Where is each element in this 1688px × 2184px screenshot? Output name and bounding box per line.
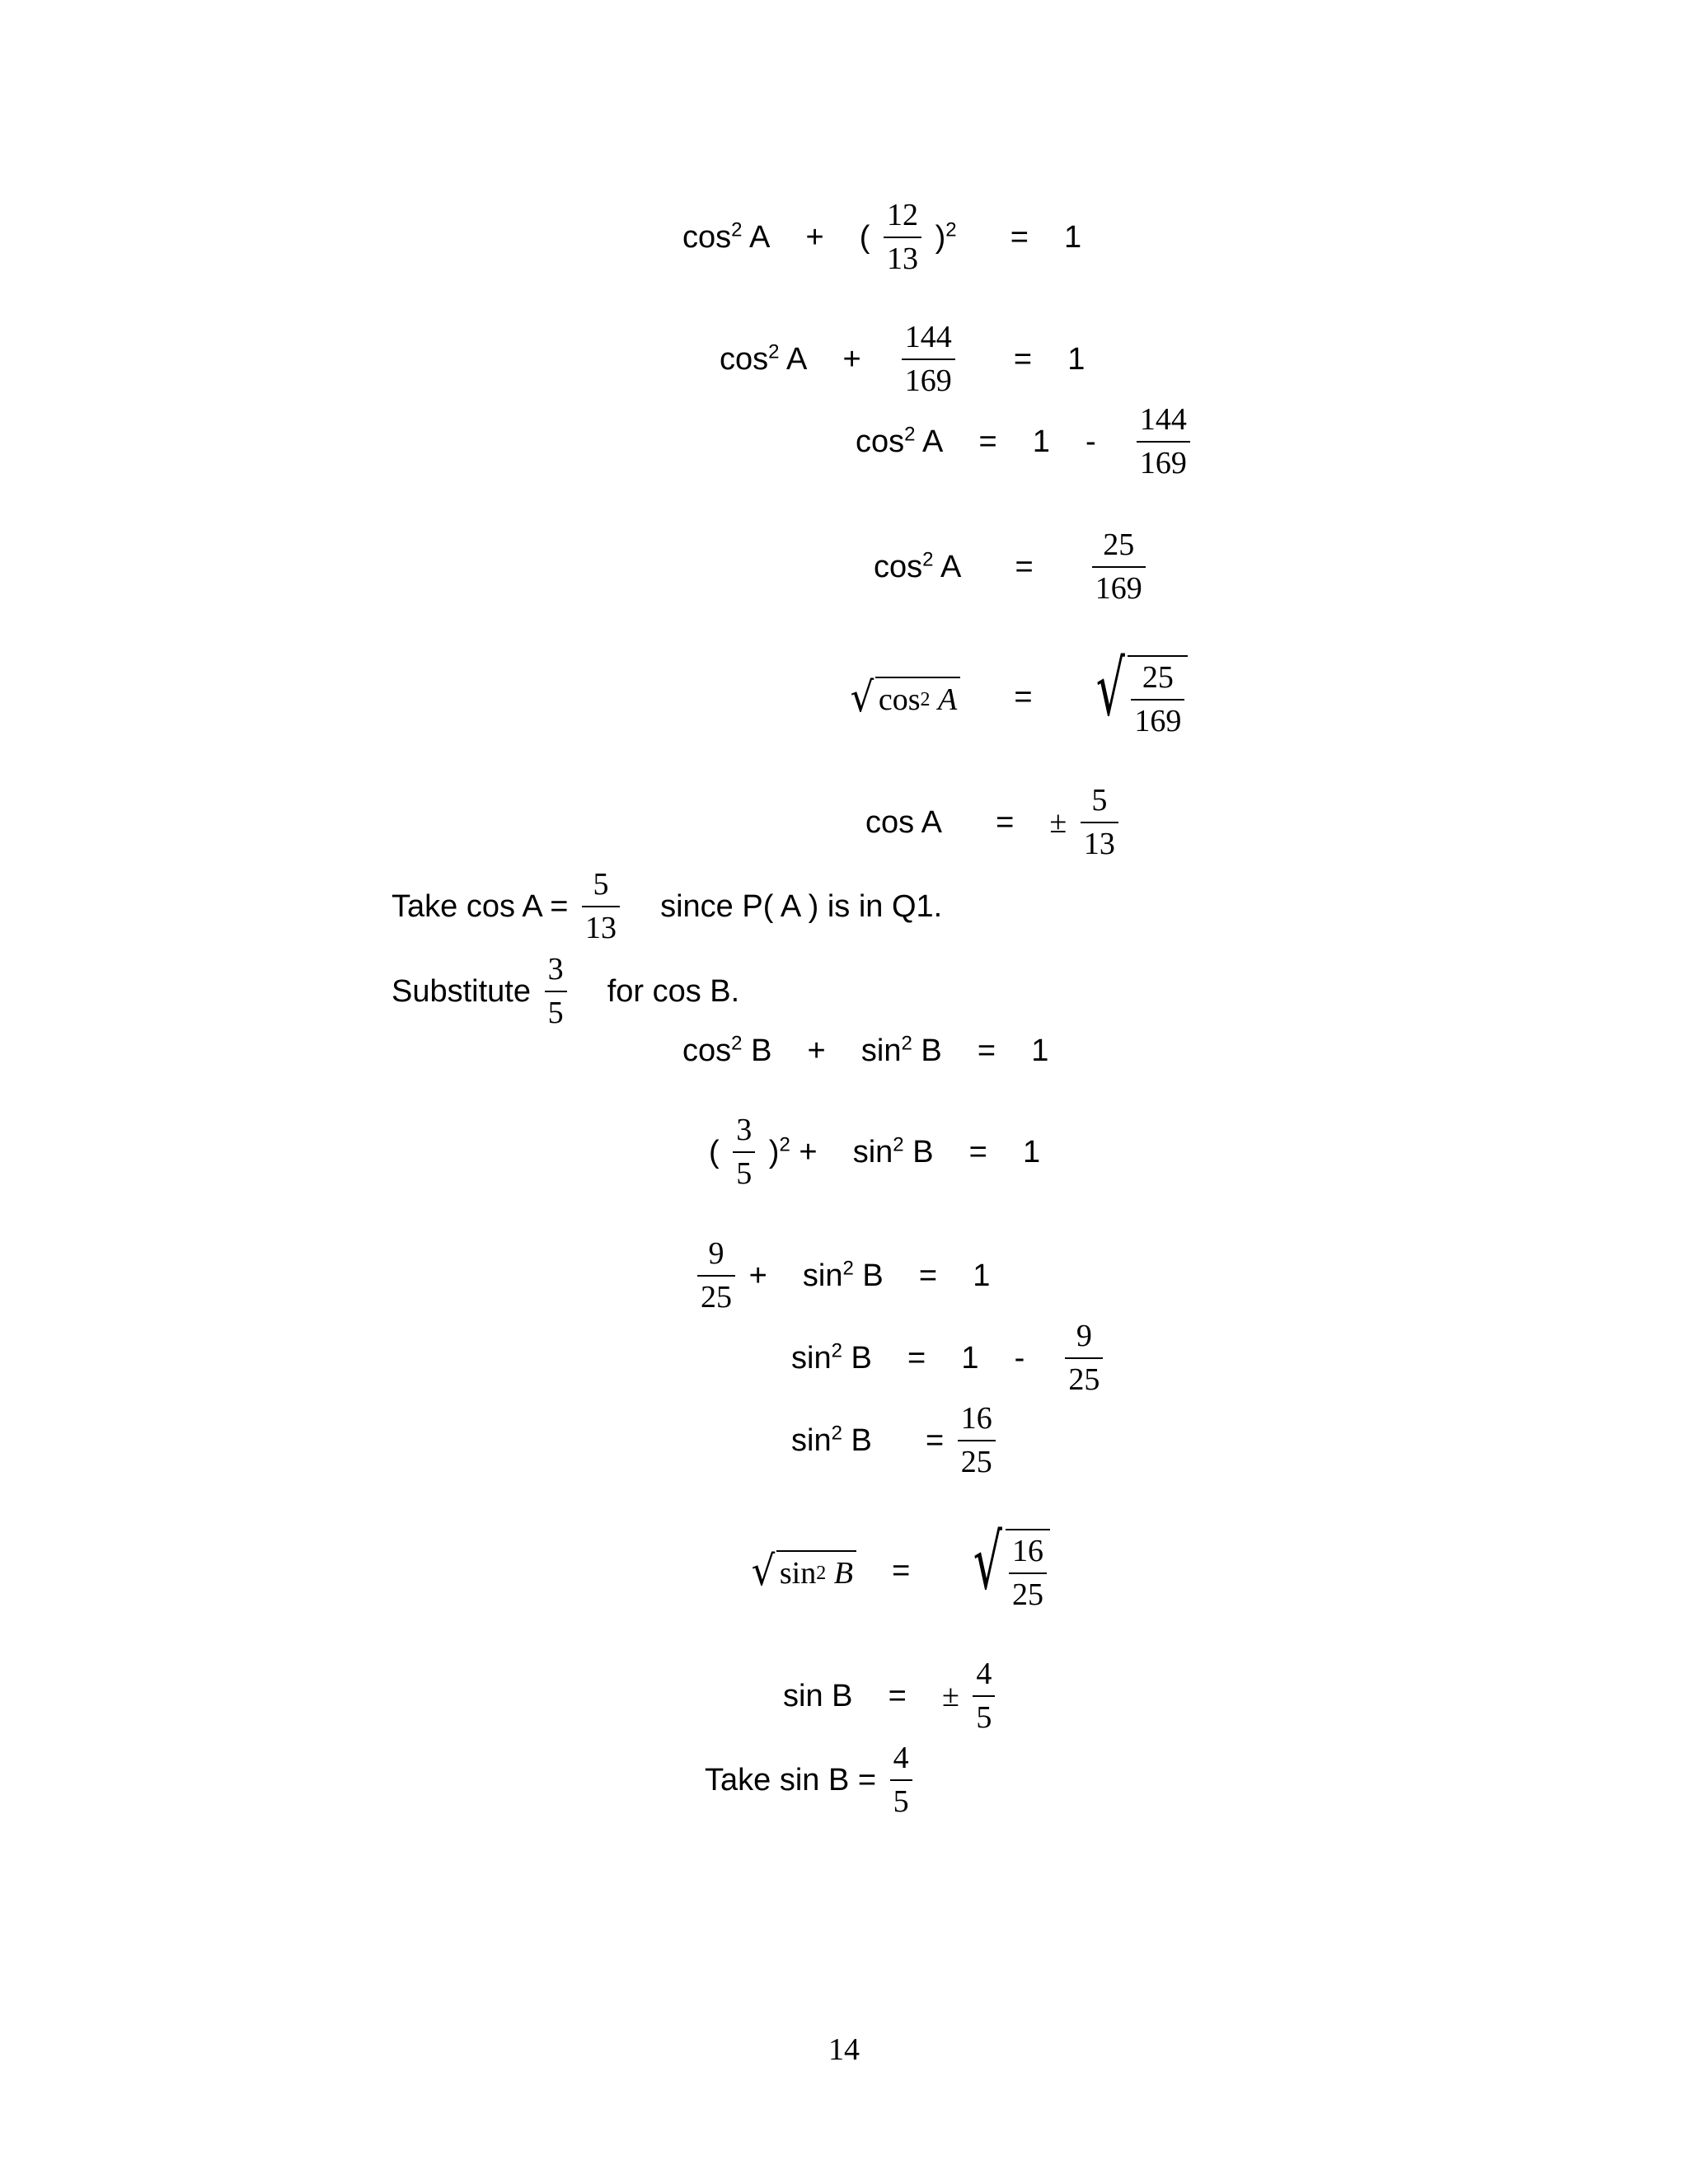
variable: B: [851, 1340, 872, 1376]
lhs: sin B: [783, 1678, 853, 1713]
numerator: 9: [1076, 1319, 1092, 1353]
numerator: 16: [960, 1401, 992, 1436]
equation-13: [783, 1657, 1000, 1735]
exponent: 2: [922, 547, 934, 570]
plus-sign: +: [805, 219, 824, 255]
numerator: 12: [887, 198, 918, 232]
function-name: sin: [791, 1340, 832, 1376]
statement-suffix: for cos B.: [607, 973, 740, 1009]
variable: B: [751, 1033, 772, 1068]
numerator: 16: [1012, 1534, 1044, 1568]
fraction: [884, 198, 921, 276]
function-name: sin: [791, 1422, 832, 1458]
substitute-statement: [392, 952, 739, 1030]
equals-sign: =: [977, 1033, 996, 1068]
statement-prefix: Take cos A =: [392, 888, 569, 924]
denominator: 5: [733, 1151, 755, 1192]
plus-minus-sign: ±: [1049, 804, 1067, 840]
equals-sign: =: [996, 804, 1015, 840]
variable: B: [921, 1033, 942, 1068]
function-name: cos: [874, 549, 923, 584]
right-paren: ): [768, 1134, 780, 1169]
variable: A: [938, 682, 958, 717]
variable: A: [748, 219, 771, 255]
rhs-value: 1: [1023, 1134, 1041, 1169]
numerator: 25: [1142, 660, 1174, 695]
equation-6: [865, 783, 1123, 861]
rhs-value: 1: [1031, 1033, 1049, 1068]
minus-sign: -: [1014, 1340, 1025, 1376]
square-root: √ sin 2 B: [750, 1550, 856, 1591]
numerator: 3: [547, 952, 564, 987]
exponent: 2: [731, 1032, 743, 1055]
denominator: 25: [1009, 1572, 1047, 1613]
equation-8: [709, 1113, 1040, 1191]
minus-sign: -: [1085, 424, 1096, 459]
fraction: [697, 1236, 735, 1315]
equals-sign: =: [1010, 219, 1029, 255]
denominator: 5: [545, 991, 567, 1031]
plus-minus-sign: ±: [941, 1678, 959, 1713]
equation-5: [849, 644, 1188, 738]
numerator: 9: [708, 1236, 724, 1271]
denominator: 5: [973, 1695, 995, 1736]
equals-sign: =: [1013, 341, 1033, 377]
fraction: [973, 1657, 995, 1735]
equals-sign: =: [978, 424, 997, 459]
equals-sign: =: [918, 1258, 938, 1293]
denominator: 13: [582, 906, 620, 946]
function-name: cos: [682, 219, 732, 255]
denominator: 25: [1065, 1357, 1103, 1398]
fraction: [958, 1401, 996, 1479]
equation-2: [720, 320, 1085, 398]
exponent: 2: [904, 422, 916, 445]
function-name: sin: [852, 1134, 893, 1169]
plus-sign: +: [748, 1258, 767, 1293]
statement-suffix: since P( A ) is in Q1.: [660, 888, 943, 924]
exponent: 2: [831, 1338, 842, 1361]
take-sin-statement: [705, 1741, 917, 1819]
equation-10: [791, 1319, 1108, 1397]
variable: A: [785, 341, 808, 377]
denominator: 5: [890, 1779, 912, 1820]
denominator: 169: [902, 359, 955, 399]
fraction: [545, 952, 567, 1030]
function-name: cos: [720, 341, 769, 377]
equals-sign: =: [1014, 679, 1033, 715]
fraction: [902, 320, 955, 398]
rhs-value: 1: [1064, 219, 1082, 255]
right-paren: ): [935, 219, 946, 255]
fraction: [1092, 527, 1146, 606]
function-name: sin: [779, 1555, 817, 1591]
square-root: [964, 1518, 1050, 1612]
take-cos-statement: [392, 867, 942, 945]
numerator: 144: [1139, 402, 1187, 437]
exponent: 2: [731, 218, 743, 241]
statement-prefix: Substitute: [392, 973, 531, 1009]
denominator: 25: [958, 1440, 996, 1480]
square-root: √ cos 2 A: [849, 677, 960, 718]
equals-sign: =: [907, 1340, 926, 1376]
radical-sign: √: [973, 1518, 1003, 1606]
denominator: 25: [697, 1275, 735, 1315]
radical-sign: √: [1095, 644, 1125, 733]
equation-7: [682, 1033, 1048, 1066]
function-name: cos: [856, 424, 905, 459]
lhs: cos A: [865, 804, 942, 840]
exponent: 2: [842, 1256, 854, 1279]
denominator: 169: [1092, 566, 1146, 607]
numerator: 3: [736, 1113, 753, 1147]
equals-sign: =: [1015, 549, 1034, 584]
equals-sign: =: [888, 1678, 907, 1713]
variable: B: [833, 1555, 853, 1591]
rhs-value: 1: [1067, 341, 1085, 377]
rhs-value: 1: [973, 1258, 991, 1293]
left-paren: (: [859, 219, 870, 255]
variable: B: [912, 1134, 934, 1169]
equation-9: [692, 1236, 990, 1315]
fraction: [1009, 1534, 1047, 1612]
equals-sign: =: [968, 1134, 987, 1169]
one-value: 1: [1032, 424, 1050, 459]
equals-sign: =: [892, 1553, 911, 1588]
equals-sign: =: [925, 1422, 945, 1458]
plus-sign: +: [807, 1033, 826, 1068]
variable: B: [851, 1422, 872, 1458]
function-name: sin: [860, 1033, 902, 1068]
equation-12: [750, 1518, 1050, 1612]
numerator: 4: [893, 1741, 909, 1775]
function-name: cos: [878, 682, 921, 717]
denominator: 13: [884, 237, 921, 277]
fraction: [1065, 1319, 1103, 1397]
denominator: 169: [1137, 441, 1190, 481]
fraction: [582, 867, 620, 945]
exponent: 2: [768, 340, 780, 363]
equation-1: [682, 198, 1081, 276]
radical-sign: √: [850, 673, 874, 721]
square-root: [1086, 644, 1189, 738]
variable: B: [862, 1258, 884, 1293]
numerator: 25: [1103, 527, 1135, 562]
numerator: 4: [976, 1657, 992, 1691]
fraction: [890, 1741, 912, 1819]
exponent: 2: [945, 218, 957, 241]
statement-prefix: Take sin B =: [705, 1762, 877, 1797]
variable: A: [921, 424, 944, 459]
denominator: 13: [1081, 822, 1118, 862]
numerator: 5: [593, 867, 609, 902]
equation-3: [856, 402, 1195, 480]
fraction: [1137, 402, 1190, 480]
equation-4: [874, 527, 1151, 606]
numerator: 5: [1091, 783, 1108, 818]
variable: A: [940, 549, 962, 584]
exponent: 2: [901, 1032, 912, 1055]
function-name: sin: [802, 1258, 843, 1293]
one-value: 1: [961, 1340, 979, 1376]
exponent: 2: [893, 1132, 904, 1155]
plus-sign: +: [799, 1134, 818, 1169]
page-number: 14: [828, 2032, 860, 2067]
equation-11: [791, 1401, 1001, 1479]
exponent: 2: [779, 1132, 790, 1155]
denominator: 169: [1131, 699, 1184, 739]
function-name: cos: [682, 1033, 732, 1068]
plus-sign: +: [842, 341, 861, 377]
exponent: 2: [831, 1421, 842, 1444]
fraction: [1131, 660, 1184, 738]
numerator: 144: [904, 320, 952, 354]
radical-sign: √: [751, 1546, 776, 1595]
left-paren: (: [709, 1134, 720, 1169]
fraction: [733, 1113, 755, 1191]
fraction: [1081, 783, 1118, 861]
